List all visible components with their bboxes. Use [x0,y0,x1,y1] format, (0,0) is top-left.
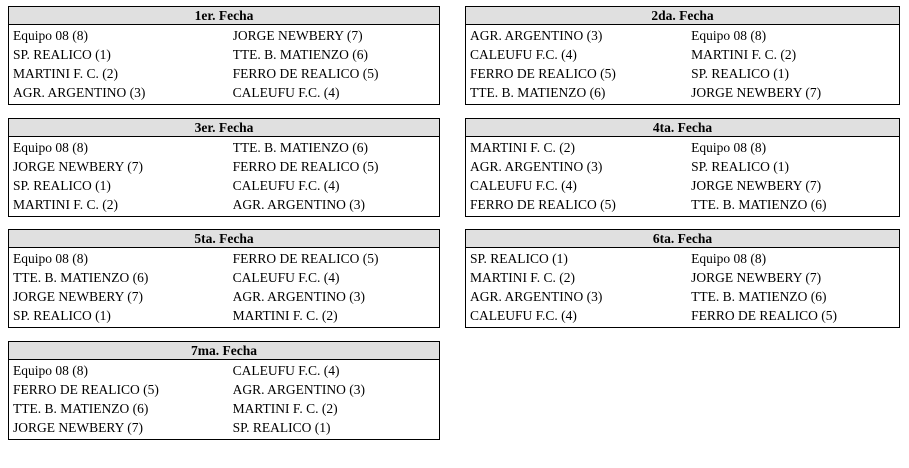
fixture-card-2 [465,6,900,105]
away-team: CALEUFU F.C. (4) [232,270,340,285]
home-team: Equipo 08 (8) [13,140,88,155]
match-row [466,45,899,64]
fixture-card-6 [465,229,900,328]
match-row [466,287,899,306]
match-row [9,176,439,195]
away-team: CALEUFU F.C. (4) [232,363,340,378]
fixture-title: 4ta. Fecha [466,119,899,137]
match-list [466,137,899,216]
home-team: JORGE NEWBERY (7) [13,289,143,304]
match-row [466,64,899,83]
match-list [9,360,439,439]
match-row [9,83,439,102]
away-team: TTE. B. MATIENZO (6) [232,140,368,155]
away-team: FERRO DE REALICO (5) [232,66,379,81]
match-row [9,45,439,64]
fixture-title: 3er. Fecha [9,119,439,137]
home-team: MARTINI F. C. (2) [470,270,575,285]
away-team: AGR. ARGENTINO (3) [232,289,365,304]
fixture-title: 1er. Fecha [9,7,439,25]
away-team: Equipo 08 (8) [691,251,767,266]
home-team: SP. REALICO (1) [13,47,111,62]
home-team: FERRO DE REALICO (5) [470,66,616,81]
match-row [9,64,439,83]
match-row [466,249,899,268]
home-team: SP. REALICO (1) [13,178,111,193]
fixture-card-3 [8,118,440,217]
match-row [466,157,899,176]
fixture-card-1 [8,6,440,105]
fixture-title: 2da. Fecha [466,7,899,25]
fixture-title: 7ma. Fecha [9,342,439,360]
away-team: AGR. ARGENTINO (3) [232,382,365,397]
match-row [9,287,439,306]
fixture-title: 6ta. Fecha [466,230,899,248]
away-team: MARTINI F. C. (2) [232,401,338,416]
match-row [9,138,439,157]
away-team: AGR. ARGENTINO (3) [232,197,365,212]
home-team: CALEUFU F.C. (4) [470,178,577,193]
home-team: Equipo 08 (8) [13,363,88,378]
match-row [9,157,439,176]
home-team: TTE. B. MATIENZO (6) [470,85,606,100]
away-team: JORGE NEWBERY (7) [232,28,363,43]
home-team: JORGE NEWBERY (7) [13,420,143,435]
match-row [466,268,899,287]
away-team: JORGE NEWBERY (7) [691,178,822,193]
match-row [9,26,439,45]
match-row [9,268,439,287]
match-row [466,83,899,102]
match-row [466,176,899,195]
match-list [466,25,899,104]
home-team: CALEUFU F.C. (4) [470,47,577,62]
away-team: FERRO DE REALICO (5) [232,251,379,266]
away-team: FERRO DE REALICO (5) [691,308,838,323]
home-team: AGR. ARGENTINO (3) [470,289,603,304]
match-row [466,306,899,325]
away-team: TTE. B. MATIENZO (6) [691,197,827,212]
home-team: TTE. B. MATIENZO (6) [13,270,149,285]
home-team: AGR. ARGENTINO (3) [470,159,603,174]
away-team: CALEUFU F.C. (4) [232,85,340,100]
home-team: FERRO DE REALICO (5) [470,197,616,212]
home-team: AGR. ARGENTINO (3) [13,85,146,100]
match-list [9,25,439,104]
away-team: TTE. B. MATIENZO (6) [232,47,368,62]
home-team: Equipo 08 (8) [13,251,88,266]
fixture-card-5 [8,229,440,328]
match-row [9,399,439,418]
match-list [9,248,439,327]
match-row [9,306,439,325]
away-team: Equipo 08 (8) [691,140,767,155]
match-row [466,138,899,157]
home-team: JORGE NEWBERY (7) [13,159,143,174]
home-team: CALEUFU F.C. (4) [470,308,577,323]
home-team: Equipo 08 (8) [13,28,88,43]
away-team: MARTINI F. C. (2) [691,47,797,62]
home-team: AGR. ARGENTINO (3) [470,28,603,43]
fixture-card-7 [8,341,440,440]
match-row [9,249,439,268]
away-team: SP. REALICO (1) [691,159,790,174]
away-team: TTE. B. MATIENZO (6) [691,289,827,304]
away-team: JORGE NEWBERY (7) [691,270,822,285]
match-list [9,137,439,216]
away-team: SP. REALICO (1) [232,420,331,435]
match-list [466,248,899,327]
away-team: JORGE NEWBERY (7) [691,85,822,100]
away-team: CALEUFU F.C. (4) [232,178,340,193]
match-row [466,26,899,45]
away-team: FERRO DE REALICO (5) [232,159,379,174]
fixture-card-4 [465,118,900,217]
home-team: FERRO DE REALICO (5) [13,382,159,397]
fixture-title: 5ta. Fecha [9,230,439,248]
home-team: SP. REALICO (1) [470,251,568,266]
match-row [9,418,439,437]
away-team: SP. REALICO (1) [691,66,790,81]
home-team: MARTINI F. C. (2) [470,140,575,155]
away-team: MARTINI F. C. (2) [232,308,338,323]
match-row [9,361,439,380]
match-row [9,195,439,214]
home-team: MARTINI F. C. (2) [13,66,118,81]
home-team: TTE. B. MATIENZO (6) [13,401,149,416]
away-team: Equipo 08 (8) [691,28,767,43]
home-team: MARTINI F. C. (2) [13,197,118,212]
match-row [9,380,439,399]
match-row [466,195,899,214]
home-team: SP. REALICO (1) [13,308,111,323]
